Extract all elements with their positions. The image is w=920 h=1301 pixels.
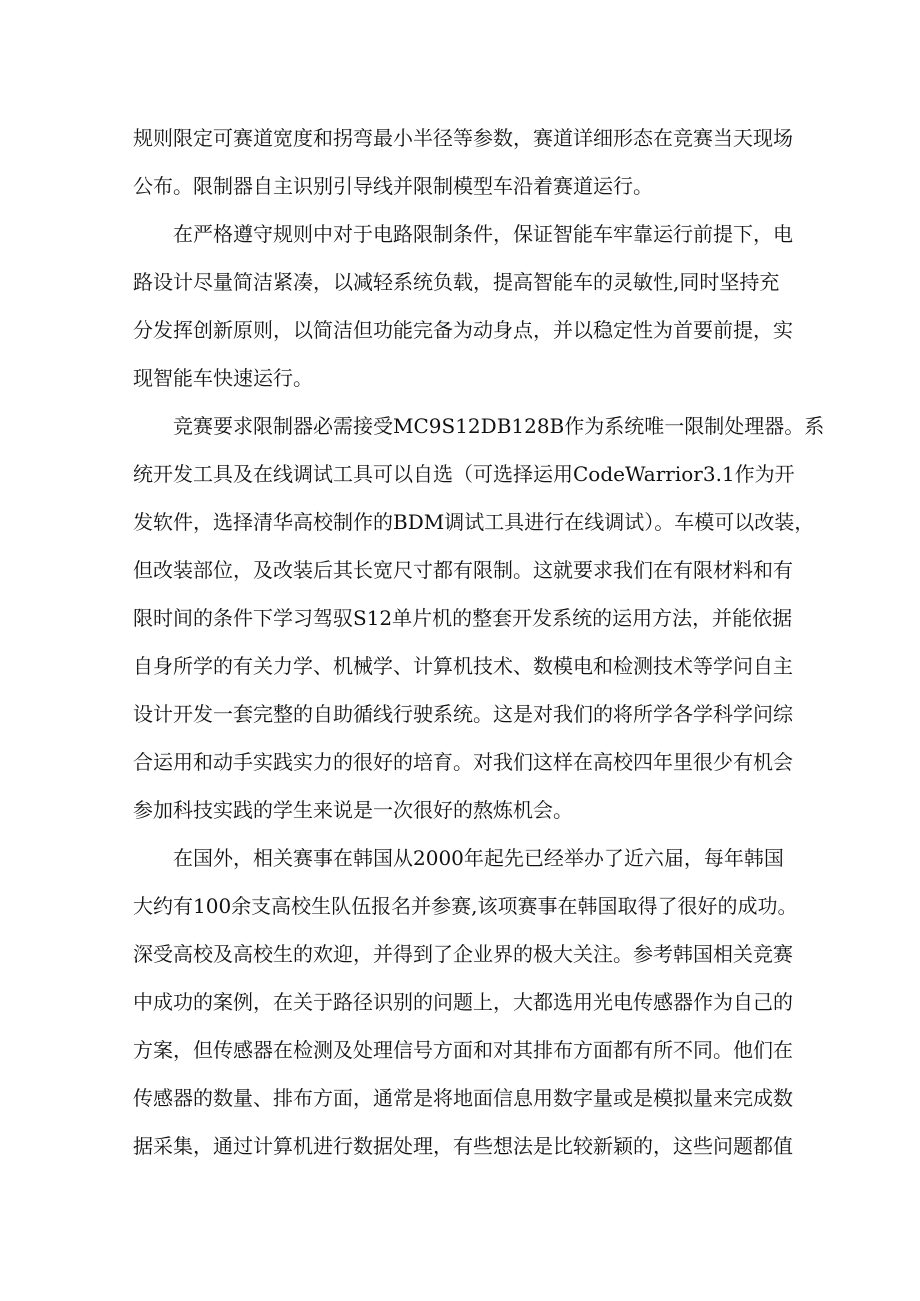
text-line: 深受高校及高校生的欢迎，并得到了企业界的极大关注。参考韩国相关竞赛	[133, 942, 793, 966]
text-line: 方案，但传感器在检测及处理信号方面和对其排布方面都有所不同。他们在	[133, 1038, 793, 1062]
text-line: 在严格遵守规则中对于电路限制条件，保证智能车牢靠运行前提下，电	[173, 222, 793, 246]
text-line: 在国外，相关赛事在韩国从2000年起先已经举办了近六届，每年韩国	[173, 846, 784, 870]
text-line: 参加科技实践的学生来说是一次很好的熬炼机会。	[133, 798, 573, 822]
text-line: 限时间的条件下学习驾驭S12单片机的整套开发系统的运用方法，并能依据	[133, 606, 793, 630]
text-line: 自身所学的有关力学、机械学、计算机技术、数模电和检测技术等学问自主	[133, 654, 793, 678]
text-line: 发软件，选择清华高校制作的BDM调试工具进行在线调试）。车模可以改装，	[133, 510, 815, 534]
text-line: 但改装部位，及改装后其长宽尺寸都有限制。这就要求我们在有限材料和有	[133, 558, 793, 582]
text-line: 中成功的案例，在关于路径识别的问题上，大都选用光电传感器作为自己的	[133, 990, 793, 1014]
text-line: 传感器的数量、排布方面，通常是将地面信息用数字量或是模拟量来完成数	[133, 1086, 793, 1110]
text-line: 统开发工具及在线调试工具可以自选（可选择运用CodeWarrior3.1作为开	[133, 462, 795, 486]
text-line: 公布。限制器自主识别引导线并限制模型车沿着赛道运行。	[133, 174, 653, 198]
text-line: 路设计尽量简洁紧凑，以减轻系统负载，提高智能车的灵敏性,同时坚持充	[133, 270, 780, 294]
text-line: 据采集，通过计算机进行数据处理，有些想法是比较新颖的，这些问题都值	[133, 1134, 793, 1158]
text-line: 大约有100余支高校生队伍报名并参赛,该项赛事在韩国取得了很好的成功。	[133, 894, 798, 918]
text-line: 合运用和动手实践实力的很好的培育。对我们这样在高校四年里很少有机会	[133, 750, 793, 774]
text-line: 设计开发一套完整的自助循线行驶系统。这是对我们的将所学各学科学问综	[133, 702, 793, 726]
text-line: 竞赛要求限制器必需接受MC9S12DB128B作为系统唯一限制处理器。系	[173, 414, 825, 438]
text-line: 规则限定可赛道宽度和拐弯最小半径等参数，赛道详细形态在竞赛当天现场	[133, 126, 793, 150]
text-line: 现智能车快速运行。	[133, 366, 313, 390]
text-line: 分发挥创新原则，以简洁但功能完备为动身点，并以稳定性为首要前提，实	[133, 318, 793, 342]
